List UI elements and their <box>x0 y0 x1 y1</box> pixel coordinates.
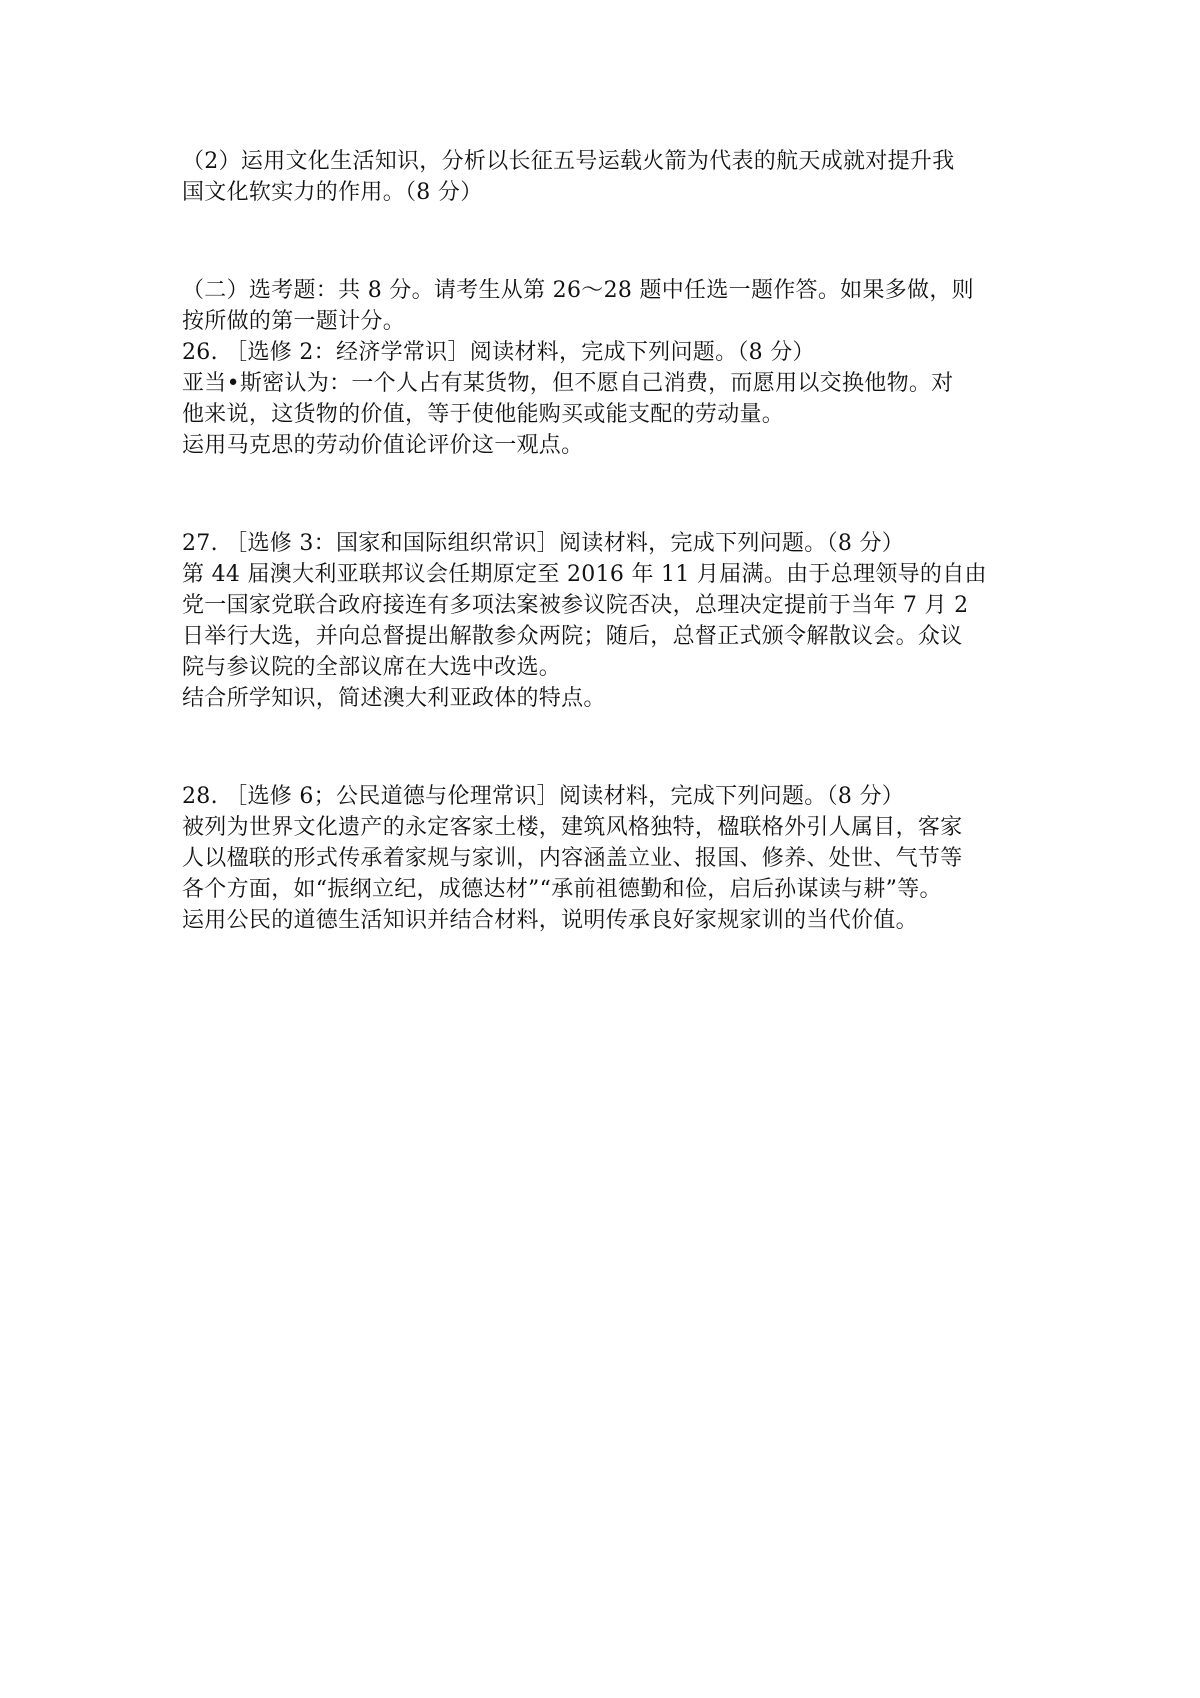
question-28-title: 28. ［选修 6；公民道德与伦理常识］阅读材料，完成下列问题。（8 分） <box>182 784 905 809</box>
elective-section <box>182 275 1042 461</box>
section-heading-line: 按所做的第一题计分。 <box>182 309 406 334</box>
question-26-material-line: 他来说，这货物的价值，等于使他能购买或能支配的劳动量。 <box>182 402 785 427</box>
question-27-material-line: 党一国家党联合政府接连有多项法案被参议院否决，总理决定提前于当年 7 月 2 <box>182 593 969 618</box>
section-heading-line: （二）选考题：共 8 分。请考生从第 26～28 题中任选一题作答。如果多做，则 <box>182 278 974 303</box>
question-27 <box>182 528 1042 714</box>
question-28-prompt: 运用公民的道德生活知识并结合材料，说明传承良好家规家训的当代价值。 <box>182 908 918 933</box>
question-28-material-line: 人以楹联的形式传承着家规与家训，内容涵盖立业、报国、修养、处世、气节等 <box>182 846 963 871</box>
question-28-material-line: 被列为世界文化遗产的永定客家土楼，建筑风格独特，楹联格外引人属目，客家 <box>182 815 963 840</box>
question-26-prompt: 运用马克思的劳动价值论评价这一观点。 <box>182 433 584 458</box>
question-27-prompt: 结合所学知识，简述澳大利亚政体的特点。 <box>182 686 606 711</box>
question-27-material-line: 日举行大选，并向总督提出解散参众两院；随后，总督正式颁令解散议会。众议 <box>182 624 963 649</box>
question-27-title: 27. ［选修 3：国家和国际组织常识］阅读材料，完成下列问题。（8 分） <box>182 531 905 556</box>
question-text-line: 国文化软实力的作用。（8 分） <box>182 180 483 205</box>
question-28-material-line: 各个方面，如“振纲立纪，成德达材”“承前祖德勤和俭，启后孙谋读与耕”等。 <box>182 877 942 902</box>
question-25-part-2 <box>182 146 1042 208</box>
question-text-line: （2）运用文化生活知识，分析以长征五号运载火箭为代表的航天成就对提升我 <box>182 149 955 174</box>
question-28 <box>182 781 1042 936</box>
question-26-material-line: 亚当•斯密认为：一个人占有某货物，但不愿自己消费，而愿用以交换他物。对 <box>182 371 954 396</box>
question-27-material-line: 院与参议院的全部议席在大选中改选。 <box>182 655 562 680</box>
question-27-material-line: 第 44 届澳大利亚联邦议会任期原定至 2016 年 11 月届满。由于总理领导的自由 <box>182 562 987 587</box>
question-26-title: 26. ［选修 2：经济学常识］阅读材料，完成下列问题。（8 分） <box>182 340 815 365</box>
